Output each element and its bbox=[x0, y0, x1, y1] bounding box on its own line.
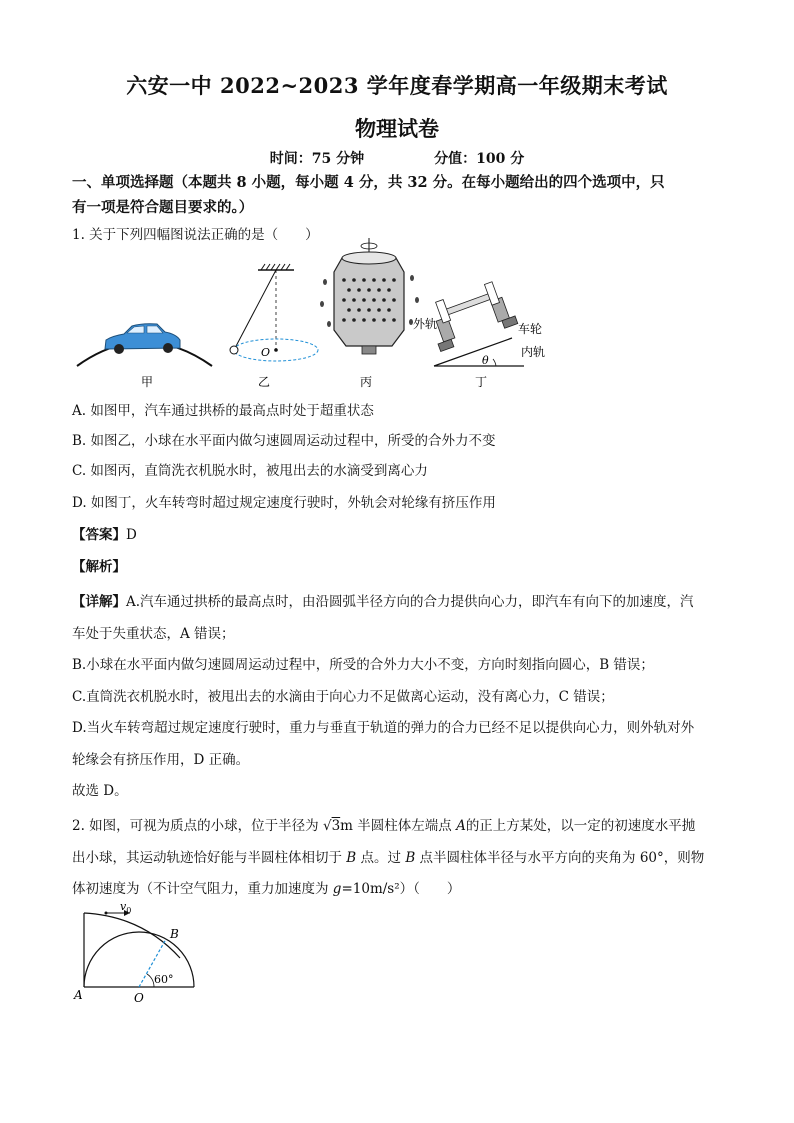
detail-line bbox=[72, 587, 732, 619]
label-B: B bbox=[170, 927, 179, 941]
figure-bing bbox=[320, 238, 419, 389]
label-ding: 丁 bbox=[475, 375, 488, 389]
detail-text: A.汽车通过拱桥的最高点时，由沿圆弧半径方向的合力提供向心力，即汽车有向下的加速度，汽 bbox=[126, 594, 694, 610]
q1-option-d: D. 如图丁，火车转弯时超过规定速度行驶时，外轨会对轮缘有挤压作用 bbox=[72, 495, 496, 511]
analysis-tag: 【解析】 bbox=[72, 559, 126, 575]
point-b: B bbox=[346, 849, 357, 866]
detail-line: D.当火车转弯超过规定速度行驶时，重力与垂直于轨道的弹力的合力已经不足以提供向心力，则外轨对外 bbox=[72, 720, 695, 736]
car-icon bbox=[105, 324, 180, 354]
label-theta: θ bbox=[482, 354, 489, 367]
q1-detail bbox=[72, 587, 732, 808]
detail-line: 故选 D。 bbox=[72, 783, 128, 799]
label-O: O bbox=[134, 991, 144, 1005]
detail-tag: 【详解】 bbox=[72, 594, 126, 610]
exam-subtitle: 物理试卷 bbox=[355, 116, 439, 141]
q2-text: m 半圆柱体左端点 bbox=[340, 818, 452, 834]
label-v0: $v_0$ bbox=[120, 900, 132, 915]
q2-text: 2. 如图，可视为质点的小球，位于半径为 bbox=[72, 818, 319, 834]
gravity-symbol: g bbox=[332, 881, 342, 897]
q2-line1 bbox=[72, 811, 732, 843]
detail-line: C.直筒洗衣机脱水时，被甩出去的水滴由于向心力不足做离心运动，没有离心力，C 错误； bbox=[72, 688, 614, 705]
section-heading-line2: 有一项是符合题目要求的。） bbox=[72, 199, 254, 216]
label-yi: 乙 bbox=[258, 375, 271, 389]
answer-tag: 【答案】 bbox=[72, 527, 126, 543]
exam-meta bbox=[0, 148, 794, 168]
exam-time: 时间：75 分钟 bbox=[269, 151, 365, 167]
q1-option-c: C. 如图丙，直筒洗衣机脱水时，被甩出去的水滴受到离心力 bbox=[72, 463, 428, 479]
q2-line2 bbox=[72, 843, 732, 875]
label-jia: 甲 bbox=[141, 375, 154, 389]
q1-option-b: B. 如图乙，小球在水平面内做匀速圆周运动过程中，所受的合外力不变 bbox=[72, 433, 496, 449]
q1-analysis-tag bbox=[72, 556, 732, 578]
q2-text: =10m/s²）（ ） bbox=[341, 881, 461, 897]
figure-ding bbox=[413, 278, 545, 389]
label-bing: 丙 bbox=[360, 375, 373, 389]
q2-text: 点。过 bbox=[360, 849, 402, 866]
label-O-yi: O bbox=[261, 346, 271, 359]
q2-text: 点半圆柱体半径与水平方向的夹角为 60°，则物 bbox=[419, 849, 705, 866]
label-outer-rail: 外轨 bbox=[413, 317, 438, 331]
detail-line: B.小球在水平面内做匀速圆周运动过程中，所受的合外力大小不变，方向时刻指向圆心，B 错误； bbox=[72, 657, 654, 673]
answer-value: D bbox=[126, 527, 137, 543]
label-inner-rail: 内轨 bbox=[521, 345, 546, 359]
figure-yi bbox=[230, 264, 318, 389]
q2-text: 出小球，其运动轨迹恰好能与半圆柱体相切于 bbox=[72, 849, 342, 866]
q2-line3 bbox=[72, 874, 732, 906]
section-heading-line1: 一、单项选择题（本题共 8 小题，每小题 4 分，共 32 分。在每小题给出的四个选项中，只 bbox=[72, 174, 665, 191]
q2-text: 体初速度为（不计空气阻力，重力加速度为 bbox=[72, 881, 329, 897]
q1-stem: 1. 关于下列四幅图说法正确的是（ ） bbox=[72, 227, 319, 243]
detail-line: 车处于失重状态，A 错误； bbox=[72, 625, 235, 642]
figure-jia bbox=[77, 324, 212, 389]
q1-answer bbox=[72, 524, 732, 546]
point-b: B bbox=[405, 849, 416, 866]
label-angle: 60° bbox=[154, 973, 174, 986]
sqrt-value: 3 bbox=[331, 818, 341, 834]
point-a: A bbox=[456, 818, 466, 834]
sqrt-symbol: √3 bbox=[322, 818, 341, 834]
q2-figure bbox=[72, 902, 202, 1006]
q2-text: 的正上方某处，以一定的初速度水平抛 bbox=[465, 818, 696, 834]
exam-title: 六安一中 2022~2023 学年度春学期高一年级期末考试 bbox=[126, 73, 668, 98]
q1-option-a: A. 如图甲，汽车通过拱桥的最高点时处于超重状态 bbox=[72, 403, 374, 419]
q2-stem bbox=[72, 811, 732, 906]
q1-figure bbox=[72, 238, 546, 390]
section-heading bbox=[72, 170, 732, 220]
label-wheel: 车轮 bbox=[518, 322, 543, 336]
detail-line: 轮缘会有挤压作用，D 正确。 bbox=[72, 751, 250, 768]
exam-score: 分值：100 分 bbox=[434, 151, 525, 167]
label-A: A bbox=[74, 988, 83, 1002]
